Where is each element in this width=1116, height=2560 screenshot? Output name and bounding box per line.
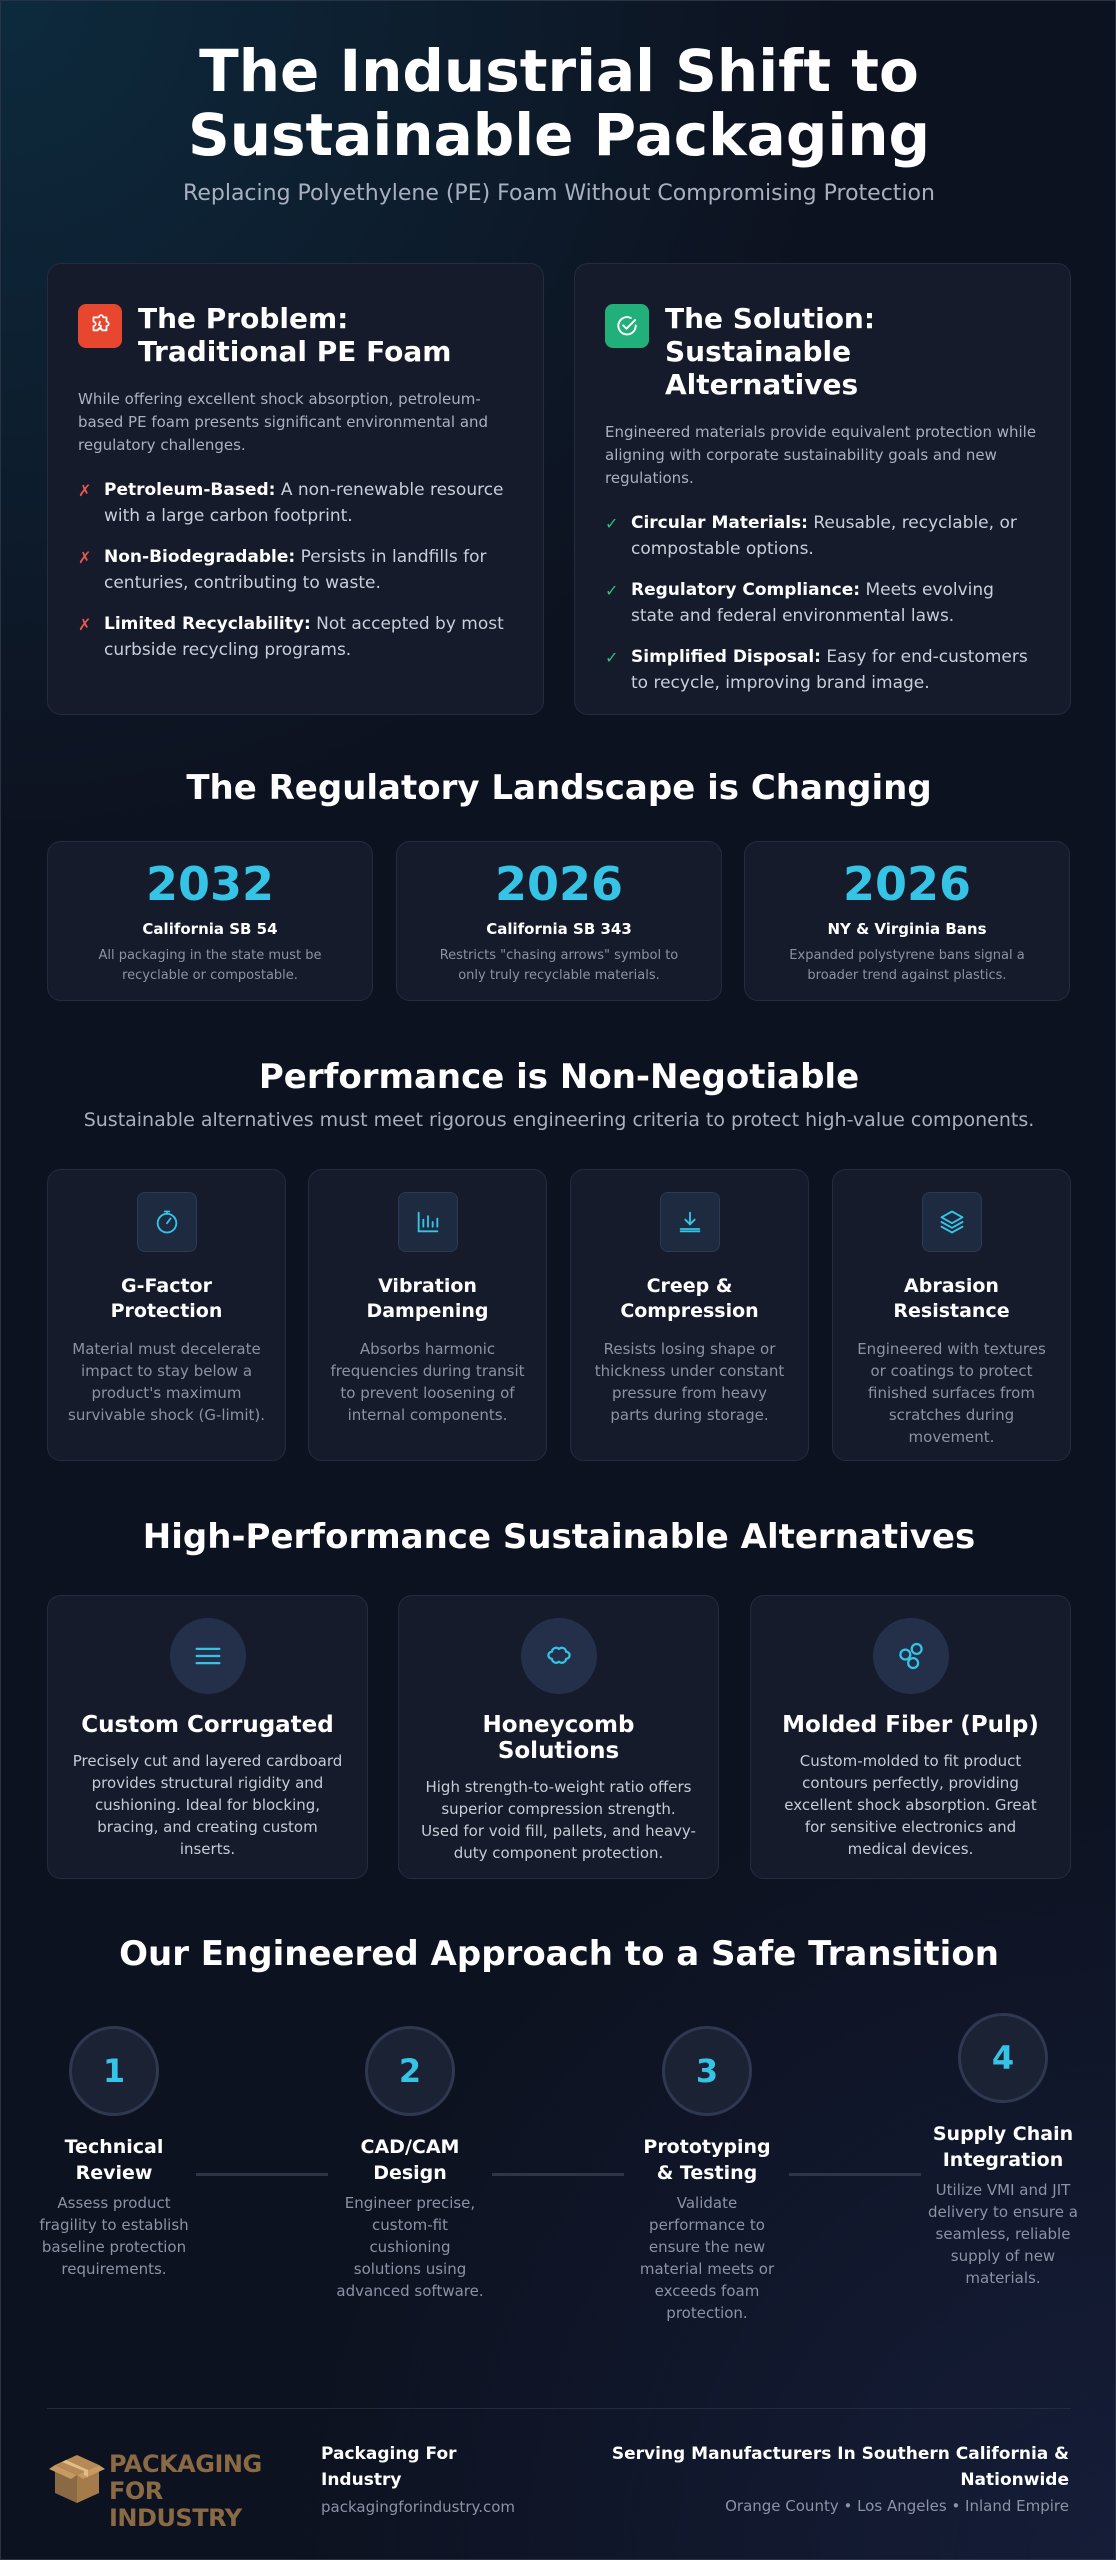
problem-item	[78, 477, 513, 529]
problem-item	[78, 611, 513, 663]
check-badge-icon	[605, 304, 649, 348]
company-url[interactable]: packagingforindustry.com	[321, 2498, 516, 2516]
regulation-year: 2026	[842, 857, 972, 911]
feature-title-line-2: Resistance	[893, 1300, 1010, 1322]
step-number: 2	[365, 2026, 455, 2116]
problem-item-bold: Petroleum-Based:	[104, 480, 276, 500]
problem-title-line-2: Traditional PE Foam	[138, 335, 452, 368]
feature-title-line-2: Protection	[110, 1300, 223, 1322]
cloud-icon	[521, 1618, 597, 1694]
logo-line-1: PACKAGING	[109, 2450, 262, 2478]
feature-text: Absorbs harmonic frequencies during transit to prevent loosening of internal components.	[330, 1340, 525, 1424]
alternative-card	[750, 1595, 1071, 1879]
regulation-note: Restricts "chasing arrows" symbol to only truly recyclable materials.	[439, 948, 679, 983]
alternative-card	[47, 1595, 368, 1879]
step-title: CAD/CAM Design	[360, 2136, 460, 2184]
regulation-year: 2032	[145, 857, 275, 911]
solution-item	[605, 577, 1040, 629]
step-number: 3	[662, 2026, 752, 2116]
problem-description: While offering excellent shock absorption, petroleum-based PE foam presents significant environmental and regulatory challenges.	[78, 390, 489, 454]
performance-title: Performance is Non-Negotiable	[258, 1057, 860, 1097]
problem-title-line-1: The Problem:	[138, 302, 349, 335]
approach-title: Our Engineered Approach to a Safe Transition	[119, 1934, 999, 1974]
step-connector	[196, 2173, 328, 2176]
solution-description: Engineered materials provide equivalent protection while aligning with corporate sustainability goals and new regulations.	[605, 423, 1037, 487]
solution-item-text: Easy for end-customers to recycle, improving brand image.	[631, 647, 1028, 693]
cross-icon: ✗	[78, 615, 92, 634]
problem-list	[78, 477, 513, 663]
step-connector	[492, 2173, 624, 2176]
feature-title-line-2: Dampening	[366, 1300, 489, 1322]
problem-item-text: Persists in landfills for centuries, contributing to waste.	[104, 547, 487, 593]
problem-item-bold: Limited Recyclability:	[104, 614, 311, 634]
footer-divider	[47, 2408, 1071, 2409]
download-tray-icon	[660, 1192, 720, 1252]
problem-item-text: A non-renewable resource with a large carbon footprint.	[104, 480, 504, 526]
problem-item-text: Not accepted by most curbside recycling programs.	[104, 614, 504, 660]
hero	[1, 39, 1116, 206]
step-text: Assess product fragility to establish baseline protection requirements.	[39, 2194, 189, 2278]
step-text: Validate performance to ensure the new material meets or exceeds foam protection.	[639, 2194, 775, 2322]
solution-item-text: Meets evolving state and federal environmental laws.	[631, 580, 994, 626]
feature-title-line-2: Compression	[620, 1300, 759, 1322]
alternative-title: Honeycomb Solutions	[482, 1712, 635, 1764]
regulation-note: All packaging in the state must be recyclable or compostable.	[98, 948, 322, 983]
regulation-card	[396, 841, 722, 1001]
step-text: Engineer precise, custom-fit cushioning solutions using advanced software.	[336, 2194, 484, 2300]
feature-title	[853, 1274, 1050, 1324]
feature-text: Material must decelerate impact to stay below a product's maximum survivable shock (G-limit).	[68, 1340, 265, 1424]
alternative-text: High strength-to-weight ratio offers superior compression strength. Used for void fill, pallets, and heavy-duty component protection.	[421, 1778, 696, 1862]
regulation-note: Expanded polystyrene bans signal a broader trend against plastics.	[789, 948, 1025, 983]
problem-card	[47, 263, 544, 715]
menu-lines-icon	[170, 1618, 246, 1694]
step-connector	[789, 2173, 921, 2176]
alternative-title: Custom Corrugated	[81, 1712, 334, 1738]
alternative-text: Custom-molded to fit product contours perfectly, providing excellent shock absorption. Great for sensitive electronics and medical devices.	[784, 1752, 1037, 1858]
solution-item-bold: Circular Materials:	[631, 513, 808, 533]
solution-list	[605, 510, 1040, 696]
box-logo-icon	[47, 2447, 109, 2507]
solution-item-text: Reusable, recyclable, or compostable options.	[631, 513, 1017, 559]
process-step	[39, 2026, 189, 2280]
solution-title-line-3: Alternatives	[665, 368, 859, 401]
problem-item-bold: Non-Biodegradable:	[104, 547, 296, 567]
feature-title-line-1: Vibration	[378, 1275, 477, 1297]
logo-wordmark	[109, 2451, 262, 2532]
service-regions: Orange County • Los Angeles • Inland Empire	[725, 2497, 1069, 2515]
performance-subtitle: Sustainable alternatives must meet rigorous engineering criteria to protect high-value components.	[83, 1109, 1035, 1131]
solution-item-bold: Simplified Disposal:	[631, 647, 821, 667]
feature-title	[591, 1274, 788, 1324]
step-title: Technical Review	[64, 2136, 164, 2184]
solution-item	[605, 644, 1040, 696]
step-number: 1	[69, 2026, 159, 2116]
title-line-2: Sustainable Packaging	[187, 101, 931, 169]
alternative-card	[398, 1595, 719, 1879]
bar-chart-icon	[398, 1192, 458, 1252]
problem-item	[78, 544, 513, 596]
problem-title	[138, 302, 451, 368]
solution-title-line-1: The Solution:	[665, 302, 876, 335]
regulation-year: 2026	[494, 857, 624, 911]
feature-text: Resists losing shape or thickness under constant pressure from heavy parts during storage.	[594, 1340, 785, 1424]
footer-brand	[321, 2441, 515, 2516]
page-title	[1, 39, 1116, 167]
process-step	[928, 2013, 1078, 2289]
company-logo[interactable]	[47, 2447, 262, 2532]
regulation-law: California SB 343	[486, 920, 632, 938]
alternative-title: Molded Fiber (Pulp)	[782, 1712, 1039, 1738]
solution-item-bold: Regulatory Compliance:	[631, 580, 861, 600]
page-subtitle: Replacing Polyethylene (PE) Foam Without Compromising Protection	[183, 181, 935, 206]
regulation-law: NY & Virginia Bans	[827, 920, 987, 938]
feature-title	[329, 1274, 526, 1324]
cross-icon: ✗	[78, 548, 92, 567]
feature-title	[68, 1274, 265, 1324]
footer-service-area	[589, 2441, 1069, 2515]
solution-item	[605, 510, 1040, 562]
checkmark-icon: ✓	[605, 648, 619, 667]
alternative-text: Precisely cut and layered cardboard provides structural rigidity and cushioning. Ideal for blocking, bracing, and creating custom inserts.	[72, 1752, 343, 1858]
process-step	[335, 2026, 485, 2302]
checkmark-icon: ✓	[605, 581, 619, 600]
feature-card	[570, 1169, 809, 1461]
step-number: 4	[958, 2013, 1048, 2103]
gauge-icon	[137, 1192, 197, 1252]
layers-icon	[922, 1192, 982, 1252]
logo-line-2: FOR INDUSTRY	[109, 2477, 242, 2532]
feature-title-line-1: Abrasion	[904, 1275, 999, 1297]
process-step	[632, 2026, 782, 2324]
feature-card	[832, 1169, 1071, 1461]
regulation-card	[744, 841, 1070, 1001]
solution-card	[574, 263, 1071, 715]
feature-text: Engineered with textures or coatings to protect finished surfaces from scratches during movement.	[857, 1340, 1046, 1446]
regulatory-title: The Regulatory Landscape is Changing	[186, 768, 932, 808]
solution-title-line-2: Sustainable	[665, 335, 852, 368]
feature-title-line-1: G-Factor	[121, 1275, 212, 1297]
solution-title	[665, 302, 875, 401]
bubbles-icon	[873, 1618, 949, 1694]
step-title: Prototyping & Testing	[643, 2136, 771, 2184]
service-statement: Serving Manufacturers In Southern California & Nationwide	[611, 2444, 1069, 2490]
feature-card	[308, 1169, 547, 1461]
regulation-card	[47, 841, 373, 1001]
feature-card	[47, 1169, 286, 1461]
title-line-1: The Industrial Shift to	[199, 37, 919, 105]
broken-puzzle-icon	[78, 304, 122, 348]
cross-icon: ✗	[78, 481, 92, 500]
feature-title-line-1: Creep &	[646, 1275, 733, 1297]
step-text: Utilize VMI and JIT delivery to ensure a seamless, reliable supply of new materials.	[928, 2181, 1078, 2287]
step-title: Supply Chain Integration	[932, 2123, 1074, 2171]
checkmark-icon: ✓	[605, 514, 619, 533]
alternatives-title: High-Performance Sustainable Alternatives	[142, 1517, 976, 1557]
company-name: Packaging For Industry	[321, 2444, 457, 2490]
regulation-law: California SB 54	[142, 920, 278, 938]
